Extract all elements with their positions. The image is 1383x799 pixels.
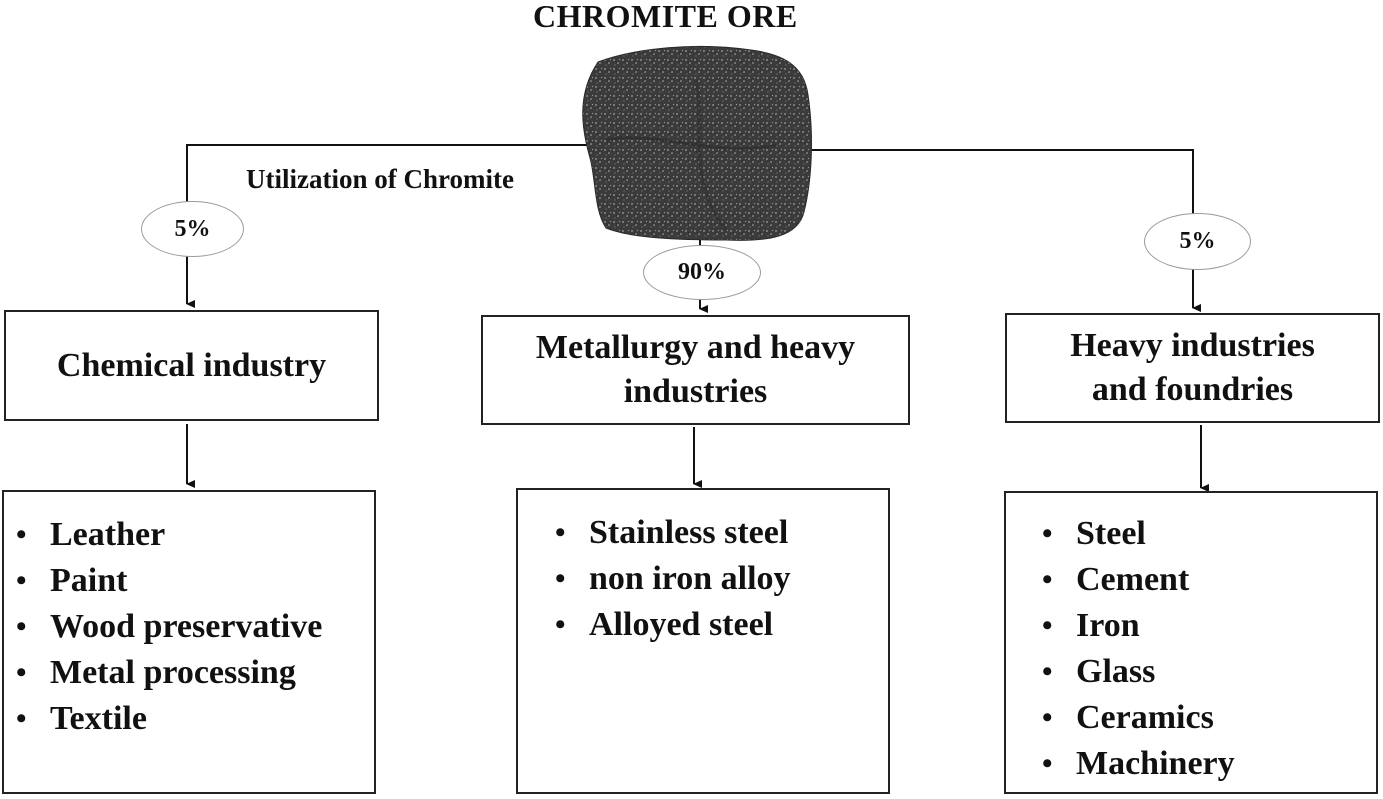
category-foundries <box>1005 313 1380 423</box>
share-chemical: 5% <box>141 201 244 257</box>
category-foundries-label: Heavy industries and foundries <box>1070 327 1315 408</box>
uses-chemical <box>2 490 376 794</box>
list-item: • Iron <box>1036 603 1376 649</box>
uses-metallurgy-list <box>549 510 888 648</box>
list-item: • non iron alloy <box>549 556 888 602</box>
diagram-subtitle: Utilization of Chromite <box>246 164 514 194</box>
chromite-rock-icon <box>576 40 816 245</box>
diagram-title: CHROMITE ORE <box>533 0 798 34</box>
list-item: • Ceramics <box>1036 695 1376 741</box>
list-item: • Steel <box>1036 511 1376 557</box>
list-item: • Glass <box>1036 649 1376 695</box>
list-item: • Metal processing <box>10 650 374 696</box>
uses-chemical-list <box>10 512 374 742</box>
list-item: • Paint <box>10 558 374 604</box>
connector-right <box>800 150 1193 308</box>
uses-foundries <box>1004 491 1378 794</box>
category-metallurgy-label: Metallurgy and heavy industries <box>535 329 856 410</box>
list-item: • Stainless steel <box>549 510 888 556</box>
category-chemical-label: Chemical industry <box>56 346 327 384</box>
share-foundries: 5% <box>1144 213 1251 270</box>
share-metallurgy: 90% <box>643 245 761 300</box>
category-metallurgy <box>481 315 910 425</box>
list-item: • Textile <box>10 696 374 742</box>
list-item: • Cement <box>1036 557 1376 603</box>
list-item: • Alloyed steel <box>549 602 888 648</box>
list-item: • Wood preservative <box>10 604 374 650</box>
uses-foundries-list <box>1036 511 1376 787</box>
category-chemical <box>4 310 379 421</box>
list-item: • Machinery <box>1036 741 1376 787</box>
list-item: • Leather <box>10 512 374 558</box>
uses-metallurgy <box>516 488 890 794</box>
